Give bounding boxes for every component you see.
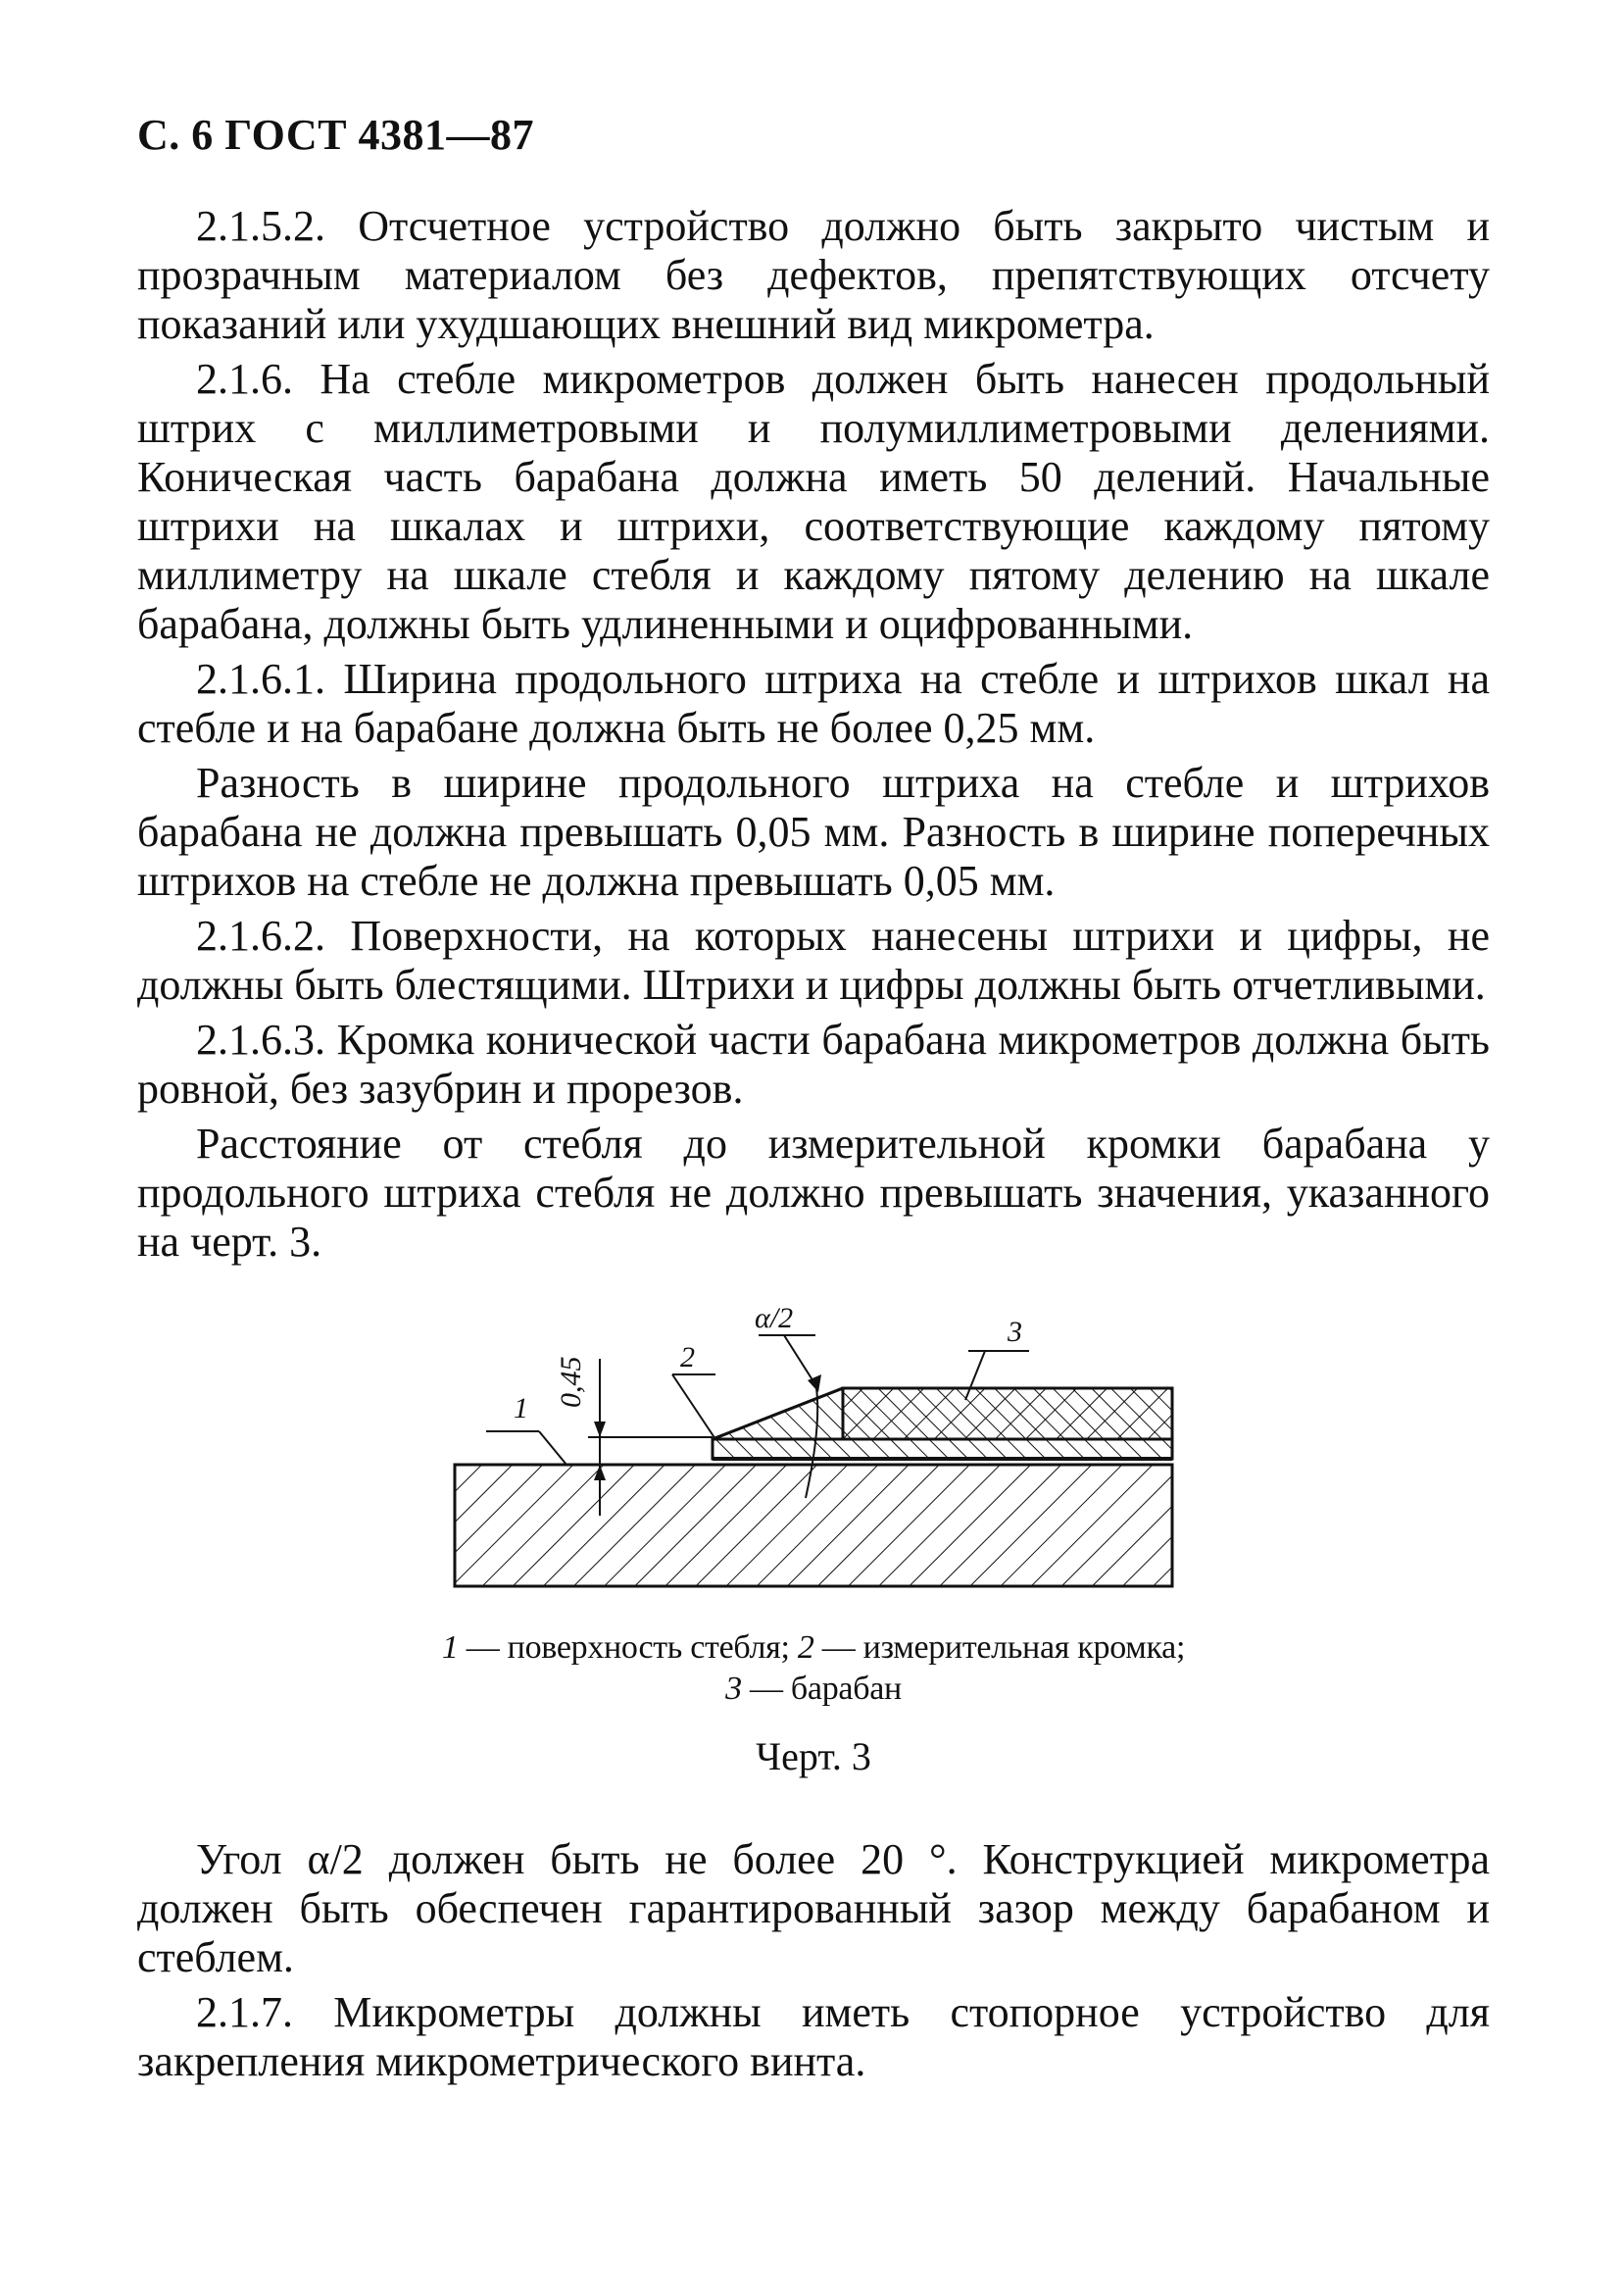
- caption-item-1-text: — поверхность стебля;: [458, 1629, 798, 1666]
- angle-alpha-half-label: α/2: [755, 1302, 794, 1334]
- paragraph-2-1-6-1: 2.1.6.1. Ширина продольного штриха на стебле и штрихов шкал на стебле и на барабане должна быть не более 0,25 мм.: [137, 655, 1490, 752]
- body-text-bottom: [137, 1835, 1490, 2086]
- caption-item-2-number: 2: [797, 1629, 814, 1666]
- drawing-svg: [431, 1271, 1196, 1604]
- page-header: С. 6 ГОСТ 4381—87: [137, 111, 535, 159]
- caption-item-1-number: 1: [441, 1629, 459, 1666]
- caption-item-3-text: — барабан: [741, 1671, 902, 1707]
- caption-item-2-text: — измерительная кромка;: [813, 1629, 1186, 1666]
- paragraph-distance-requirement: Расстояние от стебля до измерительной кромки барабана у продольного штриха стебля не должно превышать значения, указанного на черт. 3.: [137, 1120, 1490, 1266]
- paragraph-2-1-7: 2.1.7. Микрометры должны иметь стопорное устройство для закрепления микрометрического винта.: [137, 1988, 1490, 2085]
- paragraph-angle-requirement: Угол α/2 должен быть не более 20 °. Конструкцией микрометра должен быть обеспечен гарантированный зазор между барабаном и стеблем.: [137, 1835, 1490, 1981]
- barrel-sleeve: [713, 1439, 1172, 1459]
- figure-caption: [137, 1627, 1490, 1710]
- paragraph-2-1-6: 2.1.6. На стебле микрометров должен быть нанесен продольный штрих с миллиметровыми и полумиллиметровыми делениями. Коническая часть барабана должна иметь 50 делений. Начальные штрихи на шкалах и штрихи, соответствующие каждому пятому миллиметру на шкале стебля и каждому пятому делению на шкале барабана, должны быть удлиненными и оцифрованными.: [137, 355, 1490, 648]
- stem-section: [455, 1465, 1172, 1586]
- paragraph-stroke-width-difference: Разность в ширине продольного штриха на стебле и штрихов барабана не должна превышать 0,05 мм. Разность в ширине поперечных штрихов на стебле не должна превышать 0,05 мм.: [137, 759, 1490, 905]
- caption-line-1: [137, 1627, 1490, 1669]
- callout-3-label: 3: [1008, 1316, 1022, 1348]
- drawing-3: [431, 1271, 1196, 1604]
- dimension-0-45-label: 0,45: [555, 1356, 587, 1408]
- caption-item-3-number: 3: [725, 1671, 742, 1707]
- caption-line-2: [137, 1669, 1490, 1710]
- paragraph-2-1-6-3: 2.1.6.3. Кромка конической части барабана микрометров должна быть ровной, без зазубрин и прорезов.: [137, 1016, 1490, 1113]
- callout-2-label: 2: [680, 1341, 695, 1373]
- figure-title: Черт. 3: [756, 1734, 871, 1778]
- callout-1-label: 1: [514, 1392, 528, 1424]
- paragraph-2-1-6-2: 2.1.6.2. Поверхности, на которых нанесены штрихи и цифры, не должны быть блестящими. Штрихи и цифры должны быть отчетливыми.: [137, 912, 1490, 1009]
- body-text-top: [137, 202, 1490, 1267]
- barrel-section: [843, 1388, 1172, 1439]
- paragraph-2-1-5-2: 2.1.5.2. Отсчетное устройство должно быть закрыто чистым и прозрачным материалом без дефектов, препятствующих отсчету показаний или ухудшающих внешний вид микрометра.: [137, 202, 1490, 348]
